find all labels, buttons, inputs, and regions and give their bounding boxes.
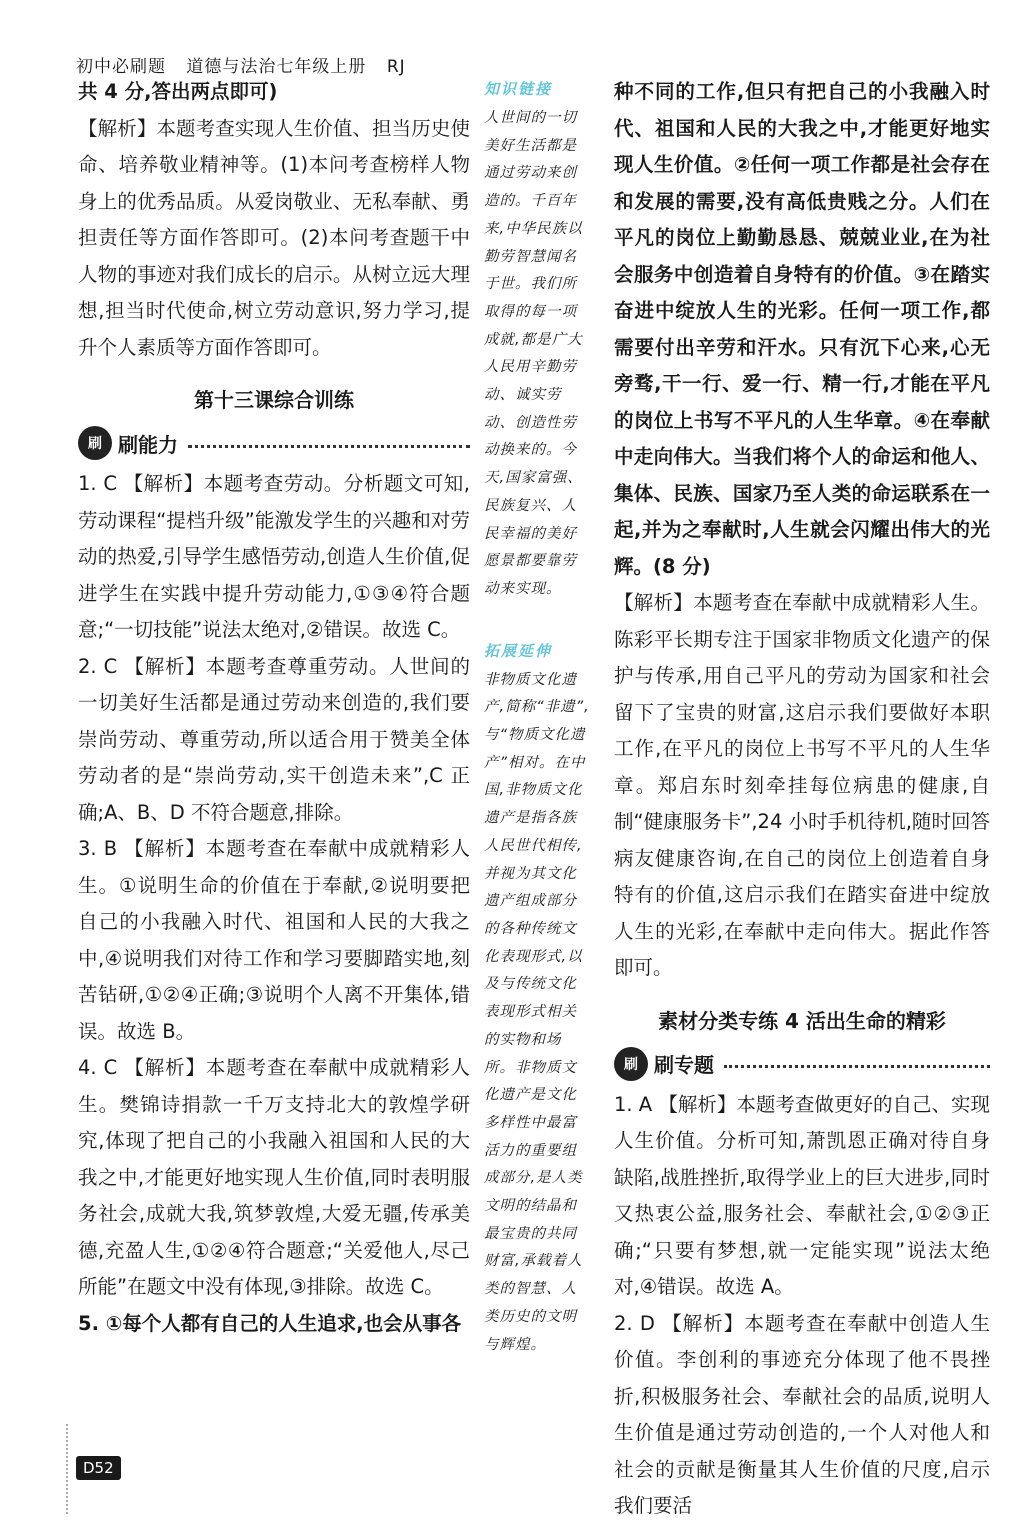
dotted-divider xyxy=(188,445,470,448)
section-badge xyxy=(78,426,470,460)
extension-text: 非物质文化遗产,简称“非遗”,与“物质文化遗产”相对。在中国,非物质文化遗产是指各族人民世代相传,并视为其文化遗产组成部分的各种传统文化表现形式,以及与传统文化表现形式相关的实物和场所。非物质文化遗产是文化多样性中最富活力的重要组成部分,是人类文明的结晶和最宝贵的共同财富,承载着人类的智慧、人类历史的文明与辉煌。 xyxy=(484,671,590,1353)
section-title-right: 素材分类专练 4 活出生命的精彩 xyxy=(658,1008,946,1033)
side-notes xyxy=(484,74,590,1359)
brush-icon: 刷 xyxy=(614,1047,648,1081)
answer-item-r1: 1. A 【解析】本题考查做更好的自己、实现人生价值。分析可知,萧凯恩正确对待自身缺陷,战胜挫折,取得学业上的巨大进步,同时又热衷公益,服务社会、奉献社会,①②③正确;“只要有梦想,就一定能实现”说法太绝对,④错误。故选 A。 xyxy=(614,1092,990,1298)
header-edition: RJ xyxy=(386,57,406,77)
answer-item-4: 4. C 【解析】本题考查在奉献中成就精彩人生。樊锦诗捐款一千万支持北大的敦煌学研究,体现了把自己的小我融入祖国和人民的大我之中,才能更好地实现人生价值,同时表明服务社会,成就大我,筑梦敦煌,大爱无疆,传承美德,充盈人生,①②④符合题意;“关爱他人,尽己所能”在题文中没有体现,③排除。故选 C。 xyxy=(78,1056,470,1298)
right-column xyxy=(614,74,990,1525)
answer-item-5: 5. ①每个人都有自己的人生追求,也会从事各 xyxy=(78,1311,462,1335)
section-title: 第十三课综合训练 xyxy=(194,388,354,412)
section-badge-right xyxy=(614,1047,990,1081)
answer-item-3: 3. B 【解析】本题考查在奉献中成就精彩人生。①说明生命的价值在于奉献,②说明要把自己的小我融入时代、祖国和人民的大我之中,④说明我们对待工作和学习要脚踏实地,刻苦钻研,①②④正确;③说明个人离不开集体,错误。故选 B。 xyxy=(78,837,470,1043)
answer-item-1: 1. C 【解析】本题考查劳动。分析题文可知,劳动课程“提档升级”能激发学生的兴趣和对劳动的热爱,引导学生感悟劳动,创造人生价值,促进学生在实践中提升劳动能力,①③④符合题意;“一切技能”说法太绝对,②错误。故选 C。 xyxy=(78,472,470,641)
knowledge-link-heading: 知识链接 xyxy=(484,80,553,98)
left-column xyxy=(78,74,470,1342)
dotted-divider xyxy=(724,1065,990,1068)
header-subject: 道德与法治七年级上册 xyxy=(186,57,367,77)
page-margin-dots xyxy=(66,1424,70,1514)
answer-continuation: 种不同的工作,但只有把自己的小我融入时代、祖国和人民的大我之中,才能更好地实现人生价值。②任何一项工作都是社会存在和发展的需要,没有高低贵贱之分。人们在平凡的岗位上勤勤恳恳、兢兢业业,在为社会服务中创造着自身特有的价值。③在踏实奋进中绽放人生的光彩。任何一项工作,都需要付出辛劳和汗水。只有沉下心来,心无旁骛,干一行、爱一行、精一行,才能在平凡的岗位上书写不平凡的人生华章。④在奉献中走向伟大。当我们将个人的命运和他人、集体、民族、国家乃至人类的命运联系在一起,并为之奉献时,人生就会闪耀出伟大的光辉。(8 分) xyxy=(614,80,990,578)
knowledge-link-text: 人世间的一切美好生活都是通过劳动来创造的。千百年来,中华民族以勤劳智慧闻名于世。我们所取得的每一项成就,都是广大人民用辛勤劳动、诚实劳动、创造性劳动换来的。今天,国家富强、民族复兴、人民幸福的美好愿景都要靠劳动来实现。 xyxy=(484,110,583,597)
brush-icon: 刷 xyxy=(78,426,112,460)
answer-item-2: 2. C 【解析】本题考查尊重劳动。人世间的一切美好生活都是通过劳动来创造的,我们要崇尚劳动、尊重劳动,所以适合用于赞美全体劳动者的是“崇尚劳动,实干创造未来”,C 正确;A、B、D 不符合题意,排除。 xyxy=(78,654,470,824)
analysis-paragraph-right: 【解析】本题考查在奉献中成就精彩人生。陈彩平长期专注于国家非物质文化遗产的保护与传承,用自己平凡的劳动为国家和社会留下了宝贵的财富,这启示我们要做好本职工作,在平凡的岗位上书写不平凡的人生华章。郑启东时刻牵挂每位病患的健康,自制“健康服务卡”,24 小时手机待机,随时回答病友健康咨询,在自己的岗位上创造着自身特有的价值,这启示我们在踏实奋进中绽放人生的光彩,在奉献中走向伟大。据此作答即可。 xyxy=(614,591,990,979)
answer-item-r2: 2. D 【解析】本题考查在奉献中创造人生价值。李创利的事迹充分体现了他不畏挫折,积极服务社会、奉献社会的品质,说明人生价值是通过劳动创造的,一个人对他人和社会的贡献是衡量其人生价值的尺度,启示我们要活 xyxy=(614,1311,990,1517)
analysis-paragraph: 【解析】本题考查实现人生价值、担当历史使命、培养敬业精神等。(1)本问考查榜样人物身上的优秀品质。从爱岗敬业、无私奉献、勇担责任等方面作答即可。(2)本问考查题干中人物的事迹对我们成长的启示。从树立远大理想,担当时代使命,树立劳动意识,努力学习,提升个人素质等方面作答即可。 xyxy=(78,116,470,359)
page-number: D52 xyxy=(76,1456,121,1480)
answer-tail: 共 4 分,答出两点即可) xyxy=(78,80,278,103)
header-book: 初中必刷题 xyxy=(76,57,166,77)
badge-label: 刷能力 xyxy=(118,432,178,457)
extension-heading: 拓展延伸 xyxy=(484,641,553,660)
badge-label-right: 刷专题 xyxy=(654,1053,714,1077)
